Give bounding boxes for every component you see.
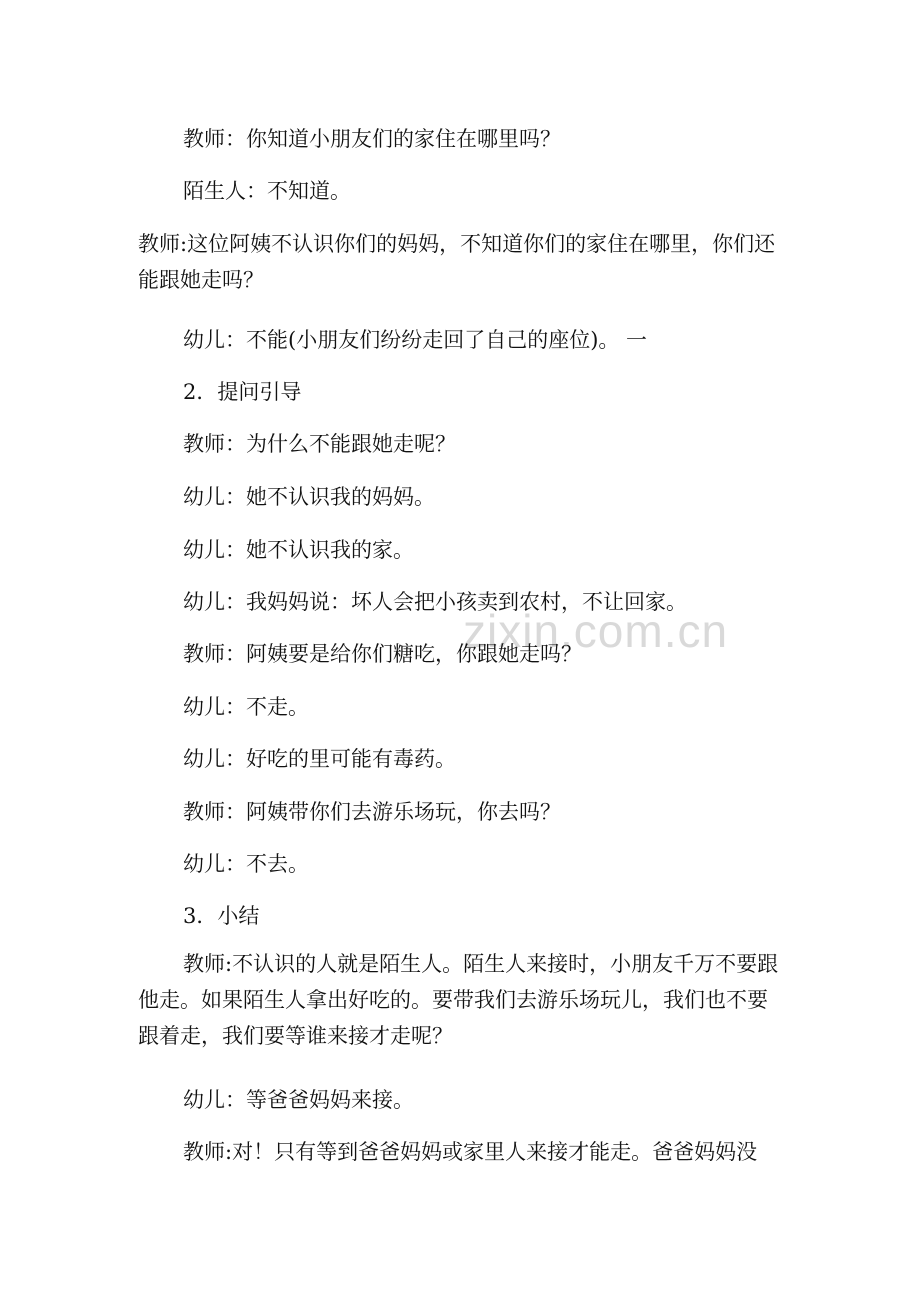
paragraph-child-poison: 幼儿：好吃的里可能有毒药。: [183, 747, 456, 771]
paragraph-child-mom: 幼儿：她不认识我的妈妈。: [183, 485, 435, 509]
paragraph-teacher-question-follow: 教师:这位阿姨不认识你们的妈妈，不知道你们的家住在哪里，你们还能跟她走吗？: [138, 232, 776, 292]
paragraph-teacher-summary: 教师:不认识的人就是陌生人。陌生人来接时，小朋友千万不要跟他走。如果陌生人拿出好吃的。要带我们去游乐场玩儿，我们也不要跟着走，我们要等谁来接才走呢？: [138, 952, 779, 1048]
paragraph-child-bad-people: 幼儿：我妈妈说：坏人会把小孩卖到农村，不让回家。: [183, 590, 687, 614]
section-heading-questioning: 2．提问引导: [183, 380, 302, 404]
paragraph-child-not-going: 幼儿：不去。: [183, 852, 309, 876]
paragraph-teacher-conclusion: 教师:对！只有等到爸爸妈妈或家里人来接才能走。爸爸妈妈没: [183, 1140, 758, 1164]
paragraph-teacher-why: 教师：为什么不能跟她走呢？: [183, 432, 456, 456]
paragraph-child-home: 幼儿：她不认识我的家。: [183, 538, 414, 562]
paragraph-teacher-candy: 教师：阿姨要是给你们糖吃，你跟她走吗？: [183, 642, 582, 666]
paragraph-stranger-answer: 陌生人：不知道。: [183, 179, 351, 203]
watermark: zixin.com.cn: [463, 605, 729, 657]
paragraph-child-no-go: 幼儿：不走。: [183, 695, 309, 719]
section-heading-summary: 3．小结: [183, 904, 260, 928]
paragraph-teacher-question-home: 教师：你知道小朋友们的家住在哪里吗？: [183, 127, 561, 151]
paragraph-teacher-playground: 教师：阿姨带你们去游乐场玩，你去吗？: [183, 800, 561, 824]
paragraph-child-answer-cannot: 幼儿：不能(小朋友们纷纷走回了自己的座位)。 一: [183, 328, 648, 352]
paragraph-child-wait-parents: 幼儿：等爸爸妈妈来接。: [183, 1088, 414, 1112]
